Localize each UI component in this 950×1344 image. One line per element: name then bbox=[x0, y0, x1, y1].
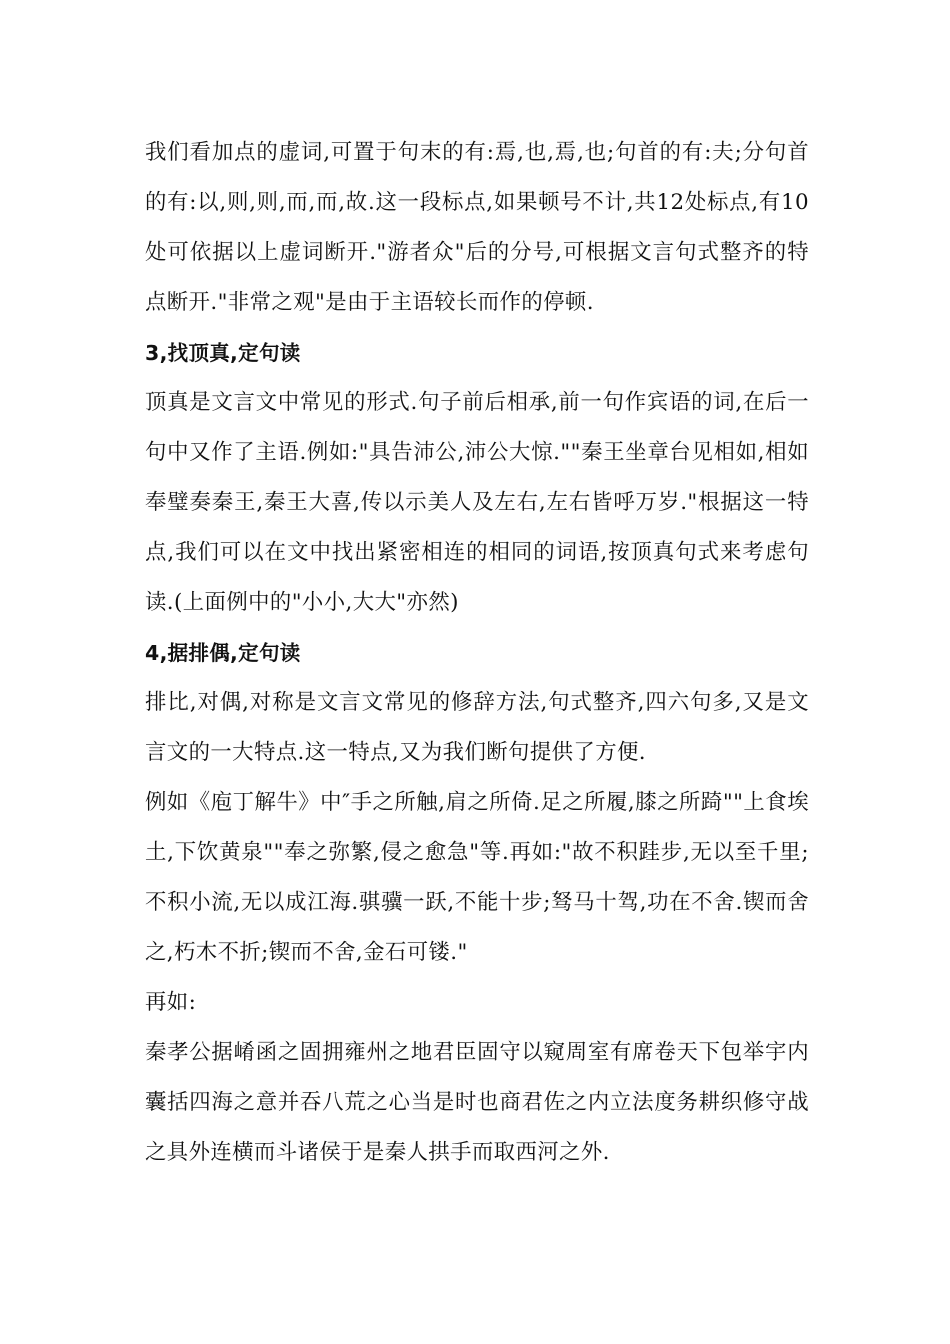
paragraph-dingzhen: 顶真是文言文中常见的形式.句子前后相承,前一句作宾语的词,在后一句中又作了主语.例如:"具告沛公,沛公大惊.""秦王坐章台见相如,相如奉璧奏秦王,秦王大喜,传以示美人及左右,左右皆呼万岁."根据这一特点,我们可以在文中找出紧密相连的相同的词语,按顶真句式来考虑句读.(上面例中的"小小,大大"亦然) bbox=[145, 390, 809, 615]
paragraph-paiou: 排比,对偶,对称是文言文常见的修辞方法,句式整齐,四六句多,又是文言文的一大特点.这一特点,又为我们断句提供了方便. bbox=[145, 690, 809, 765]
paragraph-function-words: 我们看加点的虚词,可置于句末的有:焉,也,焉,也;句首的有:夫;分句首的有:以,则,则,而,而,故.这一段标点,如果顿号不计,共12处标点,有10处可依据以上虚词断开."游者众"后的分号,可根据文言句式整齐的特点断开."非常之观"是由于主语较长而作的停顿. bbox=[145, 140, 809, 315]
document-page bbox=[145, 128, 809, 1178]
section-heading-4: 4,据排偶,定句读 bbox=[145, 641, 301, 665]
paragraph-examples: 例如《庖丁解牛》中″手之所触,肩之所倚.足之所履,膝之所踦""上食埃土,下饮黄泉""奉之弥繁,侵之愈急"等.再如:"故不积跬步,无以至千里;不积小流,无以成江海.骐骥一跃,不能十步;驽马十驾,功在不舍.锲而舍之,朽木不折;锲而不舍,金石可镂." bbox=[145, 790, 809, 965]
paragraph-unpunctuated-text: 秦孝公据崤函之固拥雍州之地君臣固守以窥周室有席卷天下包举宇内囊括四海之意并吞八荒之心当是时也商君佐之内立法度务耕织修守战之具外连横而斗诸侯于是秦人拱手而取西河之外. bbox=[145, 1040, 809, 1165]
paragraph-zairu: 再如: bbox=[145, 990, 197, 1015]
section-heading-3: 3,找顶真,定句读 bbox=[145, 341, 301, 365]
